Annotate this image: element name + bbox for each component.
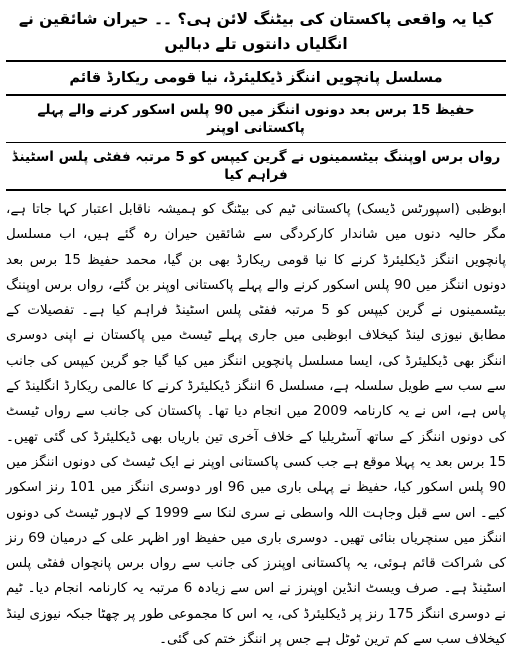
deck-3: رواں برس اوپننگ بیٹسمینوں نے گرین کیپس کو 5 مرتبہ ففٹی پلس اسٹینڈ فراہم کیا (11, 149, 501, 183)
divider (6, 94, 506, 96)
divider (6, 142, 506, 143)
divider (6, 189, 506, 191)
article-body: ابوظبی (اسپورٹس ڈیسک) پاکستانی ٹیم کی بیٹنگ کو ہمیشہ ناقابل اعتبار کہا جاتا ہے، مگر حالیہ دنوں میں شاندار کارکردگی سے شائقین حیران رہ گئے ہیں، اب مسلسل پانچویں اننگز ڈیکلیئرڈ کرنے کا نیا قومی ریکارڈ بھی بن گیا، محمد حفیظ 15 برس بعد دونوں اننگز میں 90 پلس اسکور کرنے والے پہلے پاکستانی اوپنر بن گئے، رواں برس اوپننگ بیٹسمینوں نے گرین کیپس کو 5 مرتبہ ففٹی پلس اسٹینڈ فراہم کیا ہے۔ تفصیلات کے مطابق نیوزی لینڈ کیخلاف ابوظبی میں جاری پہلے ٹیسٹ میں پاکستان نے اپنی دوسری اننگز بھی ڈیکلیئرڈ کی، ایسا مسلسل پانچویں اننگز میں کیا گیا جو گرین کیپس کی جانب سے سب سے طویل سلسلہ ہے، مسلسل 6 اننگز ڈیکلیئرڈ کرنے کا عالمی ریکارڈ انگلینڈ کے پاس ہے، اس نے یہ کارنامہ 2009 میں انجام دیا تھا۔ پاکستان کی جانب سے رواں ٹیسٹ کی دونوں اننگز کے ساتھ آسٹریلیا کے خلاف آخری تین باریاں بھی ڈیکلیئرڈ کی گئی تھیں۔ 15 برس بعد یہ پہلا موقع ہے جب کسی پاکستانی اوپنر نے ایک ٹیسٹ کی دونوں اننگز میں 90 پلس اسکور کیا، حفیظ نے پہلی باری میں 96 اور دوسری اننگز میں 101 رنز اسکور کیے۔ اس سے قبل وجاہت اللہ واسطی نے سری لنکا سے 1999 کے لاہور ٹیسٹ کی دونوں اننگز میں سنچریاں بنائی تھیں۔ دوسری باری میں حفیظ اور اظہر علی کے درمیان 69 رنز کی شراکت قائم ہوئی، یہ پاکستانی اوپنرز کی جانب سے رواں برس پانچواں ففٹی پلس اسٹینڈ ہے۔ صرف ویسٹ انڈین اوپنرز نے اس سے زیادہ 6 مرتبہ یہ کارنامہ انجام دیا۔ ٹیم نے دوسری اننگز 175 رنز پر ڈیکلیئرڈ کی، یہ اس کا مجموعی طور پر چھٹا جبکہ نیوزی لینڈ کیخلاف سب سے کم ترین ٹوٹل ہے جس پر اننگز ختم کی گئی۔ (6, 202, 507, 648)
deck-2: حفیظ 15 برس بعد دونوں اننگز میں 90 پلس اسکور کرنے والے پہلے پاکستانی اوپنر (37, 102, 475, 136)
divider (6, 60, 506, 62)
deck-1: مسلسل پانچویں اننگز ڈیکلیئرڈ، نیا قومی ریکارڈ قائم (69, 70, 443, 86)
headline: کیا یہ واقعی پاکستان کی بیٹنگ لائن ہی؟ ۔۔ حیران شائقین نے انگلیاں دانتوں تلے دبالیں (18, 10, 494, 53)
